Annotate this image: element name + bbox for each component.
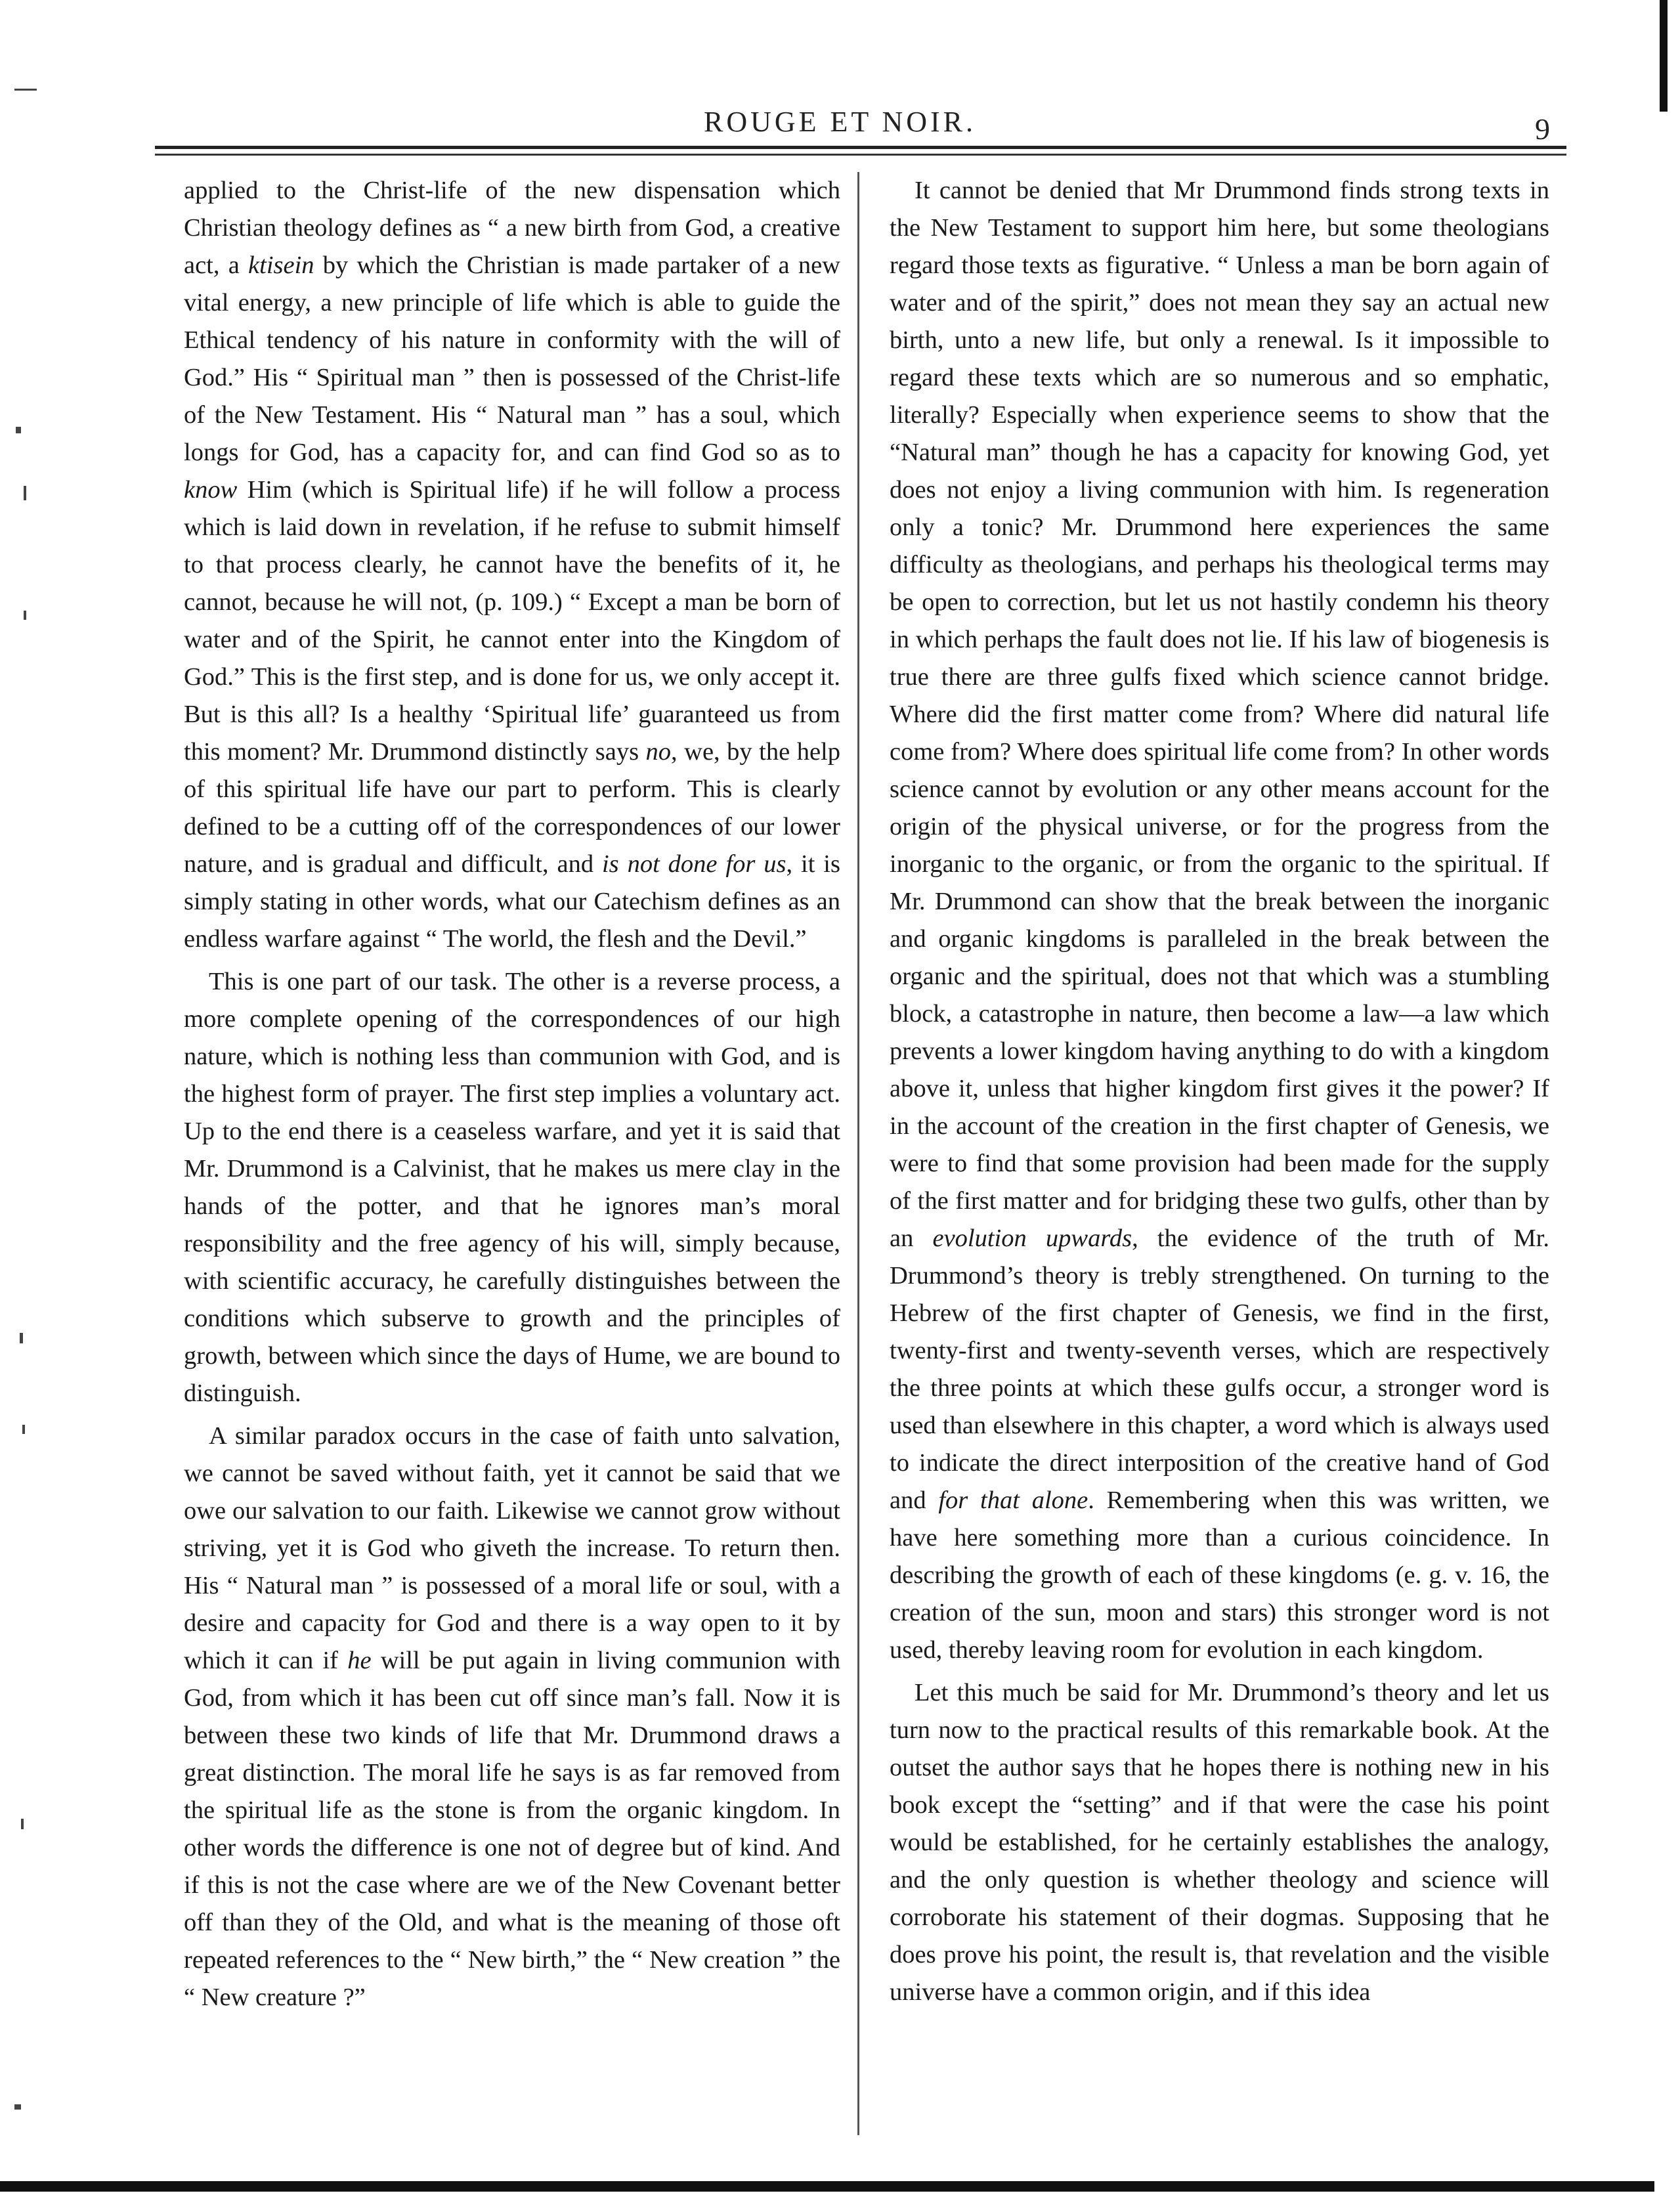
left-paragraph-2: This is one part of our task. The other is a reverse process, a more complete opening of the correspondences of our high nature, which is nothing less than communion with God, and is the highest form of prayer. The first step implies a voluntary act. Up to the end there is a ceaseless warfare, and yet it is said that Mr. Drummond is a Calvinist, that he makes us mere clay in the hands of the potter, and that he ignores man’s moral responsibility and the free agency of his will, simply because, with scientific accuracy, he carefully distinguishes between the conditions which subserve to growth and the principles of growth, between which since the days of Hume, we are bound to distinguish.	[184, 968, 840, 1407]
page-number: 9	[1535, 112, 1550, 146]
header-rule	[155, 146, 1566, 149]
margin-mark	[20, 1333, 23, 1343]
running-head: ROUGE ET NOIR.	[703, 106, 977, 138]
left-paragraph-3: A similar paradox occurs in the case of faith unto salvation, we cannot be saved without faith, yet it cannot be said that we owe our salvation to our faith. Likewise we cannot grow without striving, yet it is God who giveth the increase. To return then. His “ Natural man ” is possessed of a moral life or soul, with a desire and capacity for God and there is a way open to it by which it can if he will be put again in living communion with God, from which it has been cut off since man’s fall. Now it is between these two kinds of life that Mr. Drummond draws a great distinction. The moral life he says is as far removed from the spiritual life as the stone is from the organic kingdom. In other words the difference is one not of degree but of kind. And if this is not the case where are we of the New Covenant better off than they of the Old, and what is the meaning of those oft repeated references to the “ New birth,” the “ New creation ” the “ New creature ?”	[184, 1422, 840, 2011]
right-paragraph-1: It cannot be denied that Mr Drummond finds strong texts in the New Testament to support him here, but some theologians regard those texts as figurative. “ Unless a man be born again of water and of the spirit,” does not mean they say an actual new birth, unto a new life, but only a renewal. Is it impossible to regard these texts which are so numerous and so emphatic, literally? Especially when experience seems to show that the “Natural man” though he has a capacity for knowing God, yet does not enjoy a living communion with him. Is regeneration only a tonic? Mr. Drummond here experiences the same difficulty as theologians, and perhaps his theological terms may be open to correction, but let us not hastily condemn his theory in which perhaps the fault does not lie. If his law of biogenesis is true there are three gulfs fixed which science cannot bridge. Where did the first matter come from? Where did natural life come from? Where does spiritual life come from? In other words science cannot by evolution or any other means account for the origin of the physical universe, or for the progress from the inorganic to the organic, or from the organic to the spiritual. If Mr. Drummond can show that the break between the inorganic and organic kingdoms is paralleled in the break between the organic and the spiritual, does not that which was a stumbling block, a catastrophe in nature, then become a law—a law which prevents a lower kingdom having anything to do with a kingdom above it, unless that higher kingdom first gives it the power? If in the account of the creation in the first chapter of Genesis, we were to find that some provision had been made for the supply of the first matter and for bridging these two gulfs, other than by an evolution upwards, the evidence of the truth of Mr. Drummond’s theory is trebly strengthened. On turning to the Hebrew of the first chapter of Genesis, we find in the first, twenty-first and twenty-seventh verses, which are respectively the three points at which these gulfs occur, a stronger word is used than elsewhere in this chapter, a word which is always used to indicate the direct interposition of the creative hand of God and for that alone. Remembering when this was written, we have here something more than a curious coincidence. In describing the growth of each of these kingdoms (e. g. v. 16, the creation of the sun, moon and stars) this stronger word is not used, thereby leaving room for evolution in each kingdom.	[890, 177, 1550, 1664]
margin-mark	[24, 611, 26, 620]
right-paragraph-2: Let this much be said for Mr. Drummond’s theory and let us turn now to the practical results of this remarkable book. At the outset the author says that he hopes there is nothing new in his book except the “setting” and if that were the case his point would be established, for he certainly establishes the analogy, and the only question is whether theology and science will corroborate his statement of their dogmas. Supposing that he does prove his point, the result is, that revelation and the visible universe have a common origin, and if this idea	[890, 1679, 1549, 2006]
binding-edge	[1660, 0, 1668, 112]
margin-mark	[14, 2104, 21, 2110]
header-rule-thin	[155, 154, 1566, 156]
bottom-rule	[0, 2181, 1654, 2192]
margin-mark	[24, 486, 26, 500]
margin-mark	[21, 1819, 24, 1829]
left-paragraph-1: applied to the Christ-life of the new dispensation which Christian theology defines as “ a new birth from God, a creative act, a ktisein by which the Christian is made partaker of a new vital energy, a new principle of life which is able to guide the Ethical tendency of his nature in conformity with the will of God.” His “ Spiritual man ” then is possessed of the Christ-life of the New Testament. His “ Natural man ” has a soul, which longs for God, has a capacity for, and can find God so as to know Him (which is Spiritual life) if he will follow a process which is laid down in revelation, if he refuse to submit himself to that process clearly, he cannot have the benefits of it, he cannot, because he will not, (p. 109.) “ Except a man be born of water and of the Spirit, he cannot enter into the Kingdom of God.” This is the first step, and is done for us, we only accept it. But is this all? Is a healthy ‘Spiritual life’ guaranteed us from this moment? Mr. Drummond distinctly says no, we, by the help of this spiritual life have our part to perform. This is clearly defined to be a cutting off of the correspondences of our lower nature, and is gradual and difficult, and is not done for us, it is simply stating in other words, what our Catechism defines as an endless warfare against “ The world, the flesh and the Devil.”	[184, 177, 840, 953]
column-divider	[857, 172, 859, 2135]
margin-mark	[16, 427, 21, 433]
margin-mark	[22, 1425, 25, 1434]
right-column	[890, 172, 1549, 2016]
left-column	[184, 172, 840, 2022]
margin-mark	[14, 89, 37, 91]
